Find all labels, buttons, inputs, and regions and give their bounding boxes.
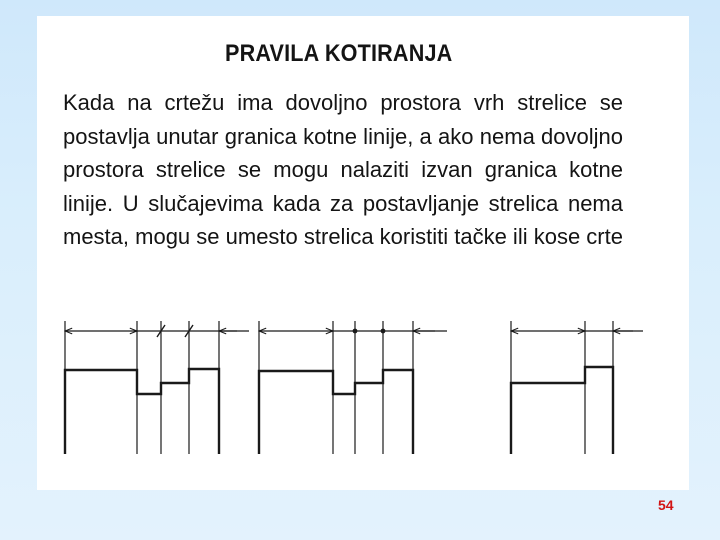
dot-terminator [381, 329, 386, 334]
body-text: Kada na crtežu ima dovoljno prostora vrh strelice se postavlja unutar granica kotne linije, a ako nema dovoljno prostora strelice se mogu nalaziti izvan granica kotne linije. U slučajevima kada za postavljanje strelica nema mesta, mogu se umesto strelica koristiti tačke ili kose crte [63, 90, 623, 249]
figure-row [51, 293, 671, 469]
slide-title: PRAVILA KOTIRANJA [225, 40, 453, 67]
part-outline [65, 369, 219, 454]
part-outline [259, 370, 413, 454]
part-outline [511, 367, 613, 454]
slide-card [37, 16, 689, 490]
dimension-example-dots [259, 321, 447, 454]
dimensioning-figures [51, 293, 671, 469]
dot-terminator [353, 329, 358, 334]
dimension-example-outside-arrows [511, 321, 643, 454]
dimension-example-slashes [65, 321, 249, 454]
page-number: 54 [658, 497, 674, 513]
